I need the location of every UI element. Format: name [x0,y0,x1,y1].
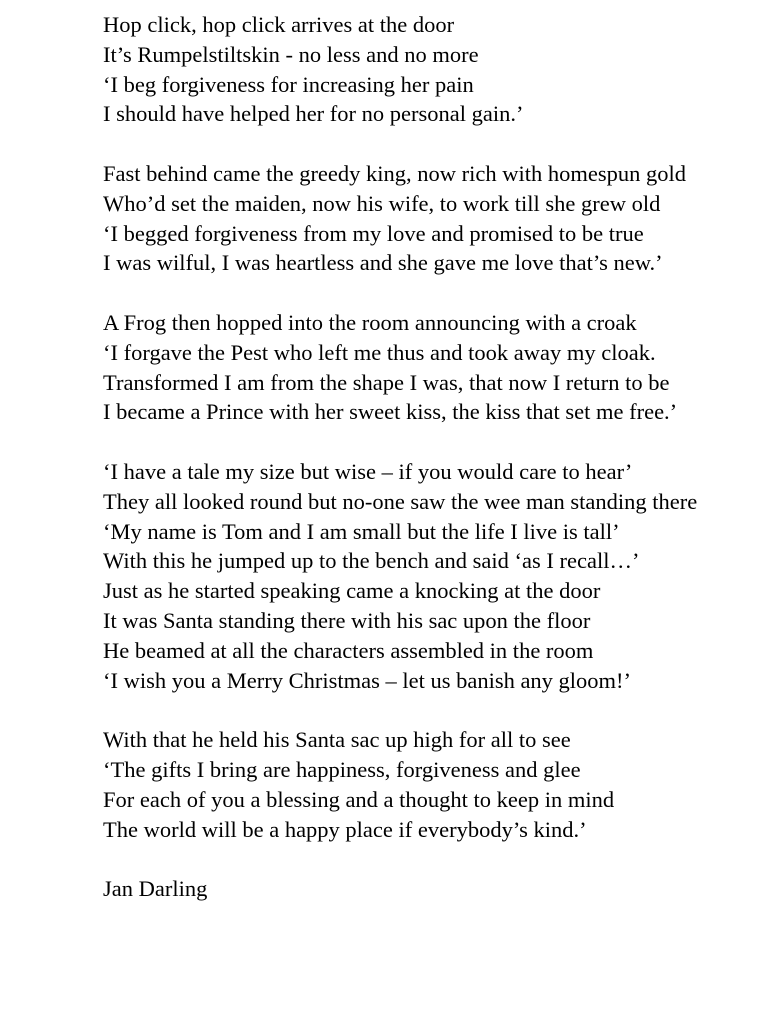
poem-line: Who’d set the maiden, now his wife, to work till she grew old [103,190,661,216]
poem-line: Transformed I am from the shape I was, that now I return to be [103,369,670,395]
stanza-2 [103,159,743,278]
poem-line: ‘I beg forgiveness for increasing her pain [103,71,474,97]
poem-line: I should have helped her for no personal gain.’ [103,101,524,127]
poem-line: For each of you a blessing and a thought to keep in mind [103,786,615,812]
stanza-5 [103,725,743,844]
author-name: Jan Darling [103,876,208,902]
poem-line: A Frog then hopped into the room announcing with a croak [103,309,637,335]
poem-line: It’s Rumpelstiltskin - no less and no more [103,41,479,67]
poem-line: Fast behind came the greedy king, now rich with homespun gold [103,160,687,186]
poem-line: Hop click, hop click arrives at the door [103,12,455,37]
poem-line: ‘I begged forgiveness from my love and promised to be true [103,220,644,246]
poem-line: ‘My name is Tom and I am small but the life I live is tall’ [103,518,620,544]
poem-line: With this he jumped up to the bench and said ‘as I recall…’ [103,548,640,574]
poem-line: ‘The gifts I bring are happiness, forgiveness and glee [103,756,581,782]
poem-line: ‘I have a tale my size but wise – if you would care to hear’ [103,458,633,484]
stanza-3 [103,308,743,427]
poem-line: Just as he started speaking came a knocking at the door [103,578,601,604]
poem-line: ‘I forgave the Pest who left me thus and took away my cloak. [103,339,656,365]
poem-line: ‘I wish you a Merry Christmas – let us banish any gloom!’ [103,667,632,693]
poem-line: With that he held his Santa sac up high for all to see [103,727,571,753]
poem-line: The world will be a happy place if everybody’s kind.’ [103,816,587,842]
stanza-1 [103,10,743,129]
poem-page [103,10,743,904]
poem-line: They all looked round but no-one saw the wee man standing there [103,488,698,514]
poem-line: I was wilful, I was heartless and she gave me love that’s new.’ [103,250,663,276]
poem-line: I became a Prince with her sweet kiss, the kiss that set me free.’ [103,399,678,425]
stanza-4 [103,457,743,695]
poem-line: He beamed at all the characters assembled in the room [103,637,594,663]
poem-line: It was Santa standing there with his sac upon the floor [103,607,591,633]
